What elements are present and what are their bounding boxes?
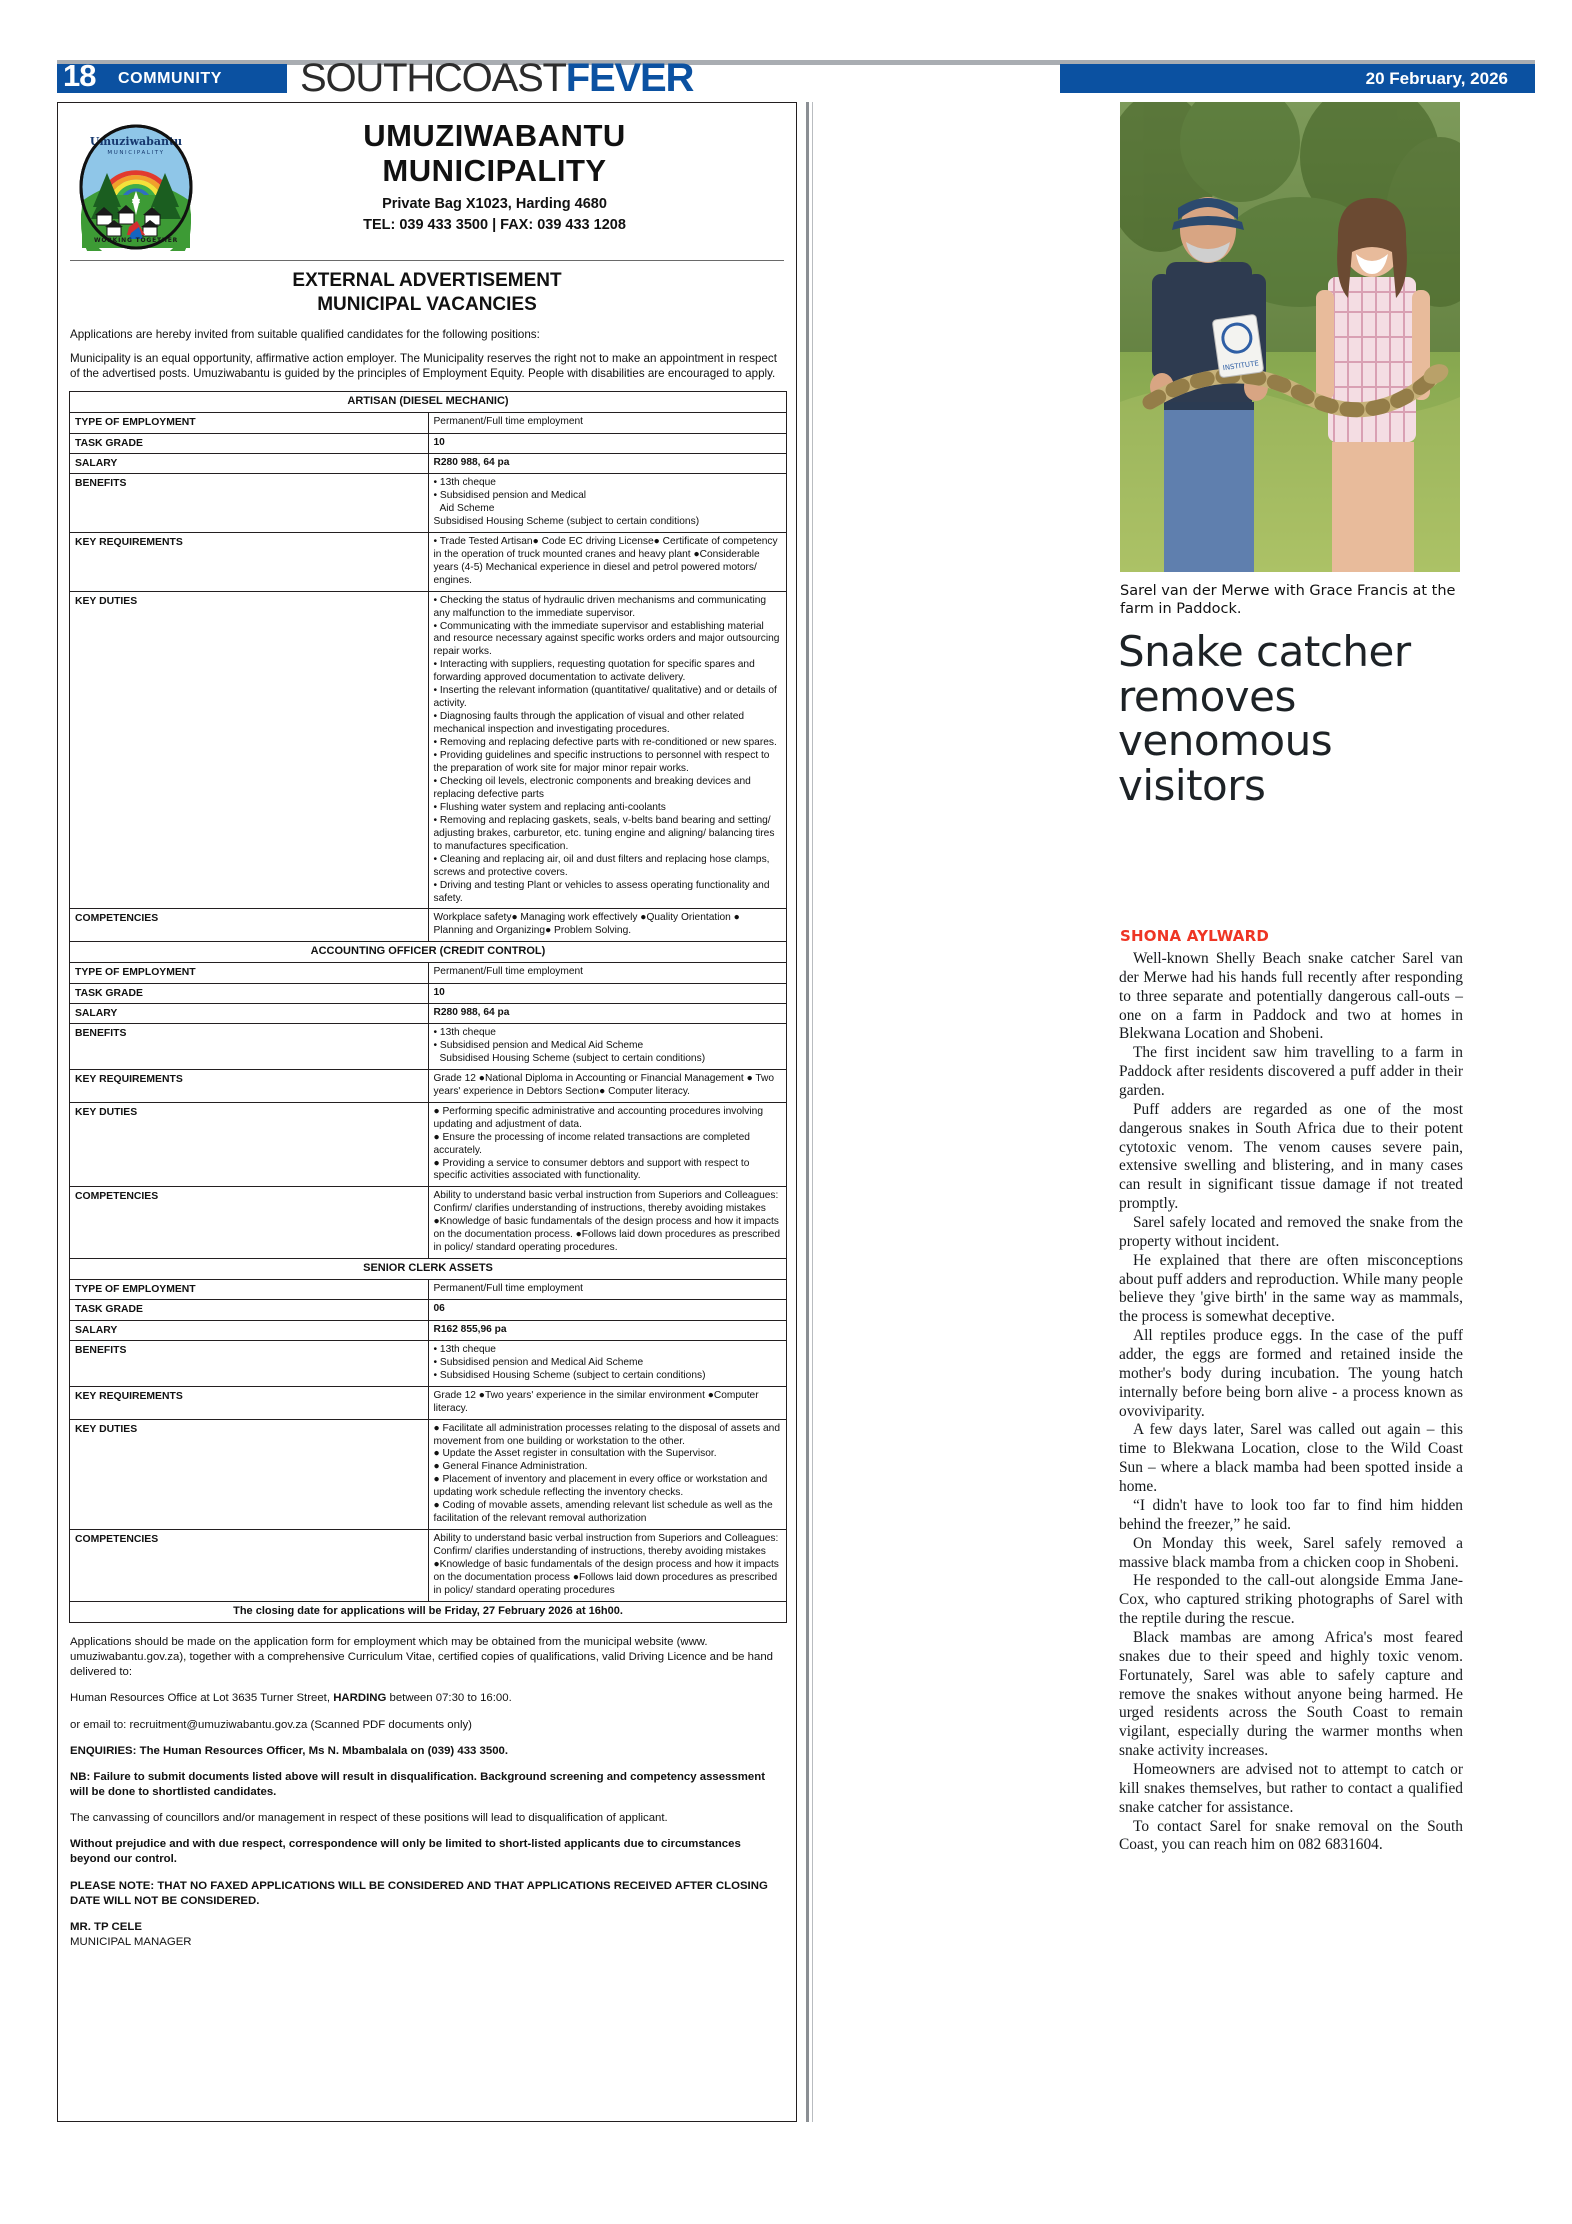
table-row bbox=[70, 532, 787, 591]
masthead bbox=[0, 0, 1572, 100]
advert-title-block bbox=[203, 117, 786, 236]
row-value: R162 855,96 pa bbox=[428, 1320, 787, 1340]
crest-name-top: Umuziwabantu bbox=[89, 135, 182, 148]
row-label: TASK GRADE bbox=[70, 983, 429, 1003]
row-value: Grade 12 ●National Diploma in Accounting or Financial Management ● Two years' experience in Debtors Section● Computer literacy. bbox=[428, 1069, 787, 1102]
row-value: • Checking the status of hydraulic driven mechanisms and communicating any malfunction to the immediate supervisor. • Communicating with the immediate supervisor and establishing material and resource necessary against specific works orders and major outsourcing repair works. • Interacting with suppliers, requesting quotation for specific spares and forwarding approved documentation to activate delivery. • Inserting the relevant information (quantitative/ qualitative) and or details of activity. • Diagnosing faults through the application of visual and other related mechanical inspection and investigating procedures. • Removing and replacing defective parts with re-conditioned or new spares. • Providing guidelines and specific instructions to personnel with respect to the preparation of work site for major minor repair works. • Checking oil levels, electronic components and breaking devices and replacing defective parts • Flushing water system and replacing anti-coolants • Removing and replacing gaskets, seals, v-belts band bearing and setting/ adjusting brakes, carburetor, etc. tuning engine and aligning/ balancing tires to manufactures specification. • Cleaning and replacing air, oil and dust filters and replacing hose clamps, screws and protective covers. • Driving and testing Plant or vehicles to assess operating functionality and safety. bbox=[428, 591, 787, 909]
header-divider bbox=[70, 260, 784, 261]
vacancies-table bbox=[69, 391, 787, 1623]
advert-intro-1: Applications are hereby invited from suitable qualified candidates for the following positions: bbox=[70, 327, 540, 341]
row-value: R280 988, 64 pa bbox=[428, 1003, 787, 1023]
advert-subhead-line1: EXTERNAL ADVERTISEMENT bbox=[292, 270, 562, 291]
article-paragraph: All reptiles produce eggs. In the case of the puff adder, the eggs are formed and retained inside the mother's body during incubation. The young hatch internally before being born alive - a process known as ovoviviparity. bbox=[1119, 1327, 1463, 1420]
article-paragraph: A few days later, Sarel was called out again – this time to Blekwana Location, close to the Wild Coast Sun – where a black mamba had been spotted inside a home. bbox=[1119, 1421, 1463, 1496]
table-section-header bbox=[70, 392, 787, 413]
article-body bbox=[1119, 950, 1463, 1855]
advert-intro-2: Municipality is an equal opportunity, affirmative action employer. The Municipality reserves the right not to make an appointment in respect of the advertised posts. Umuziwabantu is guided by the principles of Employment Equity. People with disabilities are encouraged to apply. bbox=[70, 351, 777, 381]
row-value: Ability to understand basic verbal instruction from Superiors and Colleagues: Confirm/ clarifies understanding of instructions, thereby avoiding mistakes ●Knowledge of basic fundamentals of the design process and how it impacts on the documentation process ●Follows laid down procedures as prescribed in policy/ standard operating procedures bbox=[428, 1530, 787, 1602]
article-paragraph: He responded to the call-out alongside Emma Jane-Cox, who captured striking photographs of Sarel with the reptile during the rescue. bbox=[1119, 1572, 1463, 1628]
row-value: • 13th cheque • Subsidised pension and Medical Aid Scheme Subsidised Housing Scheme (subject to certain conditions) bbox=[428, 1023, 787, 1069]
closing-date-row bbox=[70, 1601, 787, 1622]
article-paragraph: Black mambas are among Africa's most feared snakes due to their speed and highly toxic venom. Fortunately, Sarel was able to safely capture and remove the snakes without anyone being harmed. He urged residents across the South Coast to remain vigilant, especially during the warmer months when snake activity increases. bbox=[1119, 1628, 1463, 1760]
table-row bbox=[70, 473, 787, 532]
row-value: 06 bbox=[428, 1300, 787, 1320]
crest-icon bbox=[77, 123, 195, 251]
article-paragraph: Sarel safely located and removed the snake from the property without incident. bbox=[1119, 1214, 1463, 1250]
article-paragraph: To contact Sarel for snake removal on the South Coast, you can reach him on 082 6831604. bbox=[1119, 1817, 1463, 1854]
row-label: BENEFITS bbox=[70, 1340, 429, 1386]
table-row bbox=[70, 433, 787, 453]
row-label: COMPETENCIES bbox=[70, 1530, 429, 1602]
article-paragraph: Puff adders are regarded as one of the most dangerous snakes in South Africa due to their potent cytotoxic venom. The venom causes severe pain, extensive swelling and blistering, and in many cases can result in significant tissue damage if not treated promptly. bbox=[1119, 1100, 1463, 1213]
advert-footer bbox=[70, 1635, 784, 1950]
table-row bbox=[70, 1340, 787, 1386]
row-label: TASK GRADE bbox=[70, 433, 429, 453]
footer-delivery-post: between 07:30 to 16:00. bbox=[386, 1692, 512, 1705]
article-photo bbox=[1120, 102, 1460, 572]
row-label: BENEFITS bbox=[70, 473, 429, 532]
row-value: Workplace safety● Managing work effectively ●Quality Orientation ● Planning and Organizing● Problem Solving. bbox=[428, 909, 787, 942]
municipality-crest bbox=[68, 117, 203, 251]
row-label: TASK GRADE bbox=[70, 1300, 429, 1320]
row-value: 10 bbox=[428, 433, 787, 453]
row-value: Permanent/Full time employment bbox=[428, 413, 787, 433]
footer-email-line: or email to: recruitment@umuziwabantu.gov.za (Scanned PDF documents only) bbox=[70, 1718, 472, 1731]
closing-date: The closing date for applications will be Friday, 27 February 2026 at 16h00. bbox=[70, 1601, 787, 1622]
table-row bbox=[70, 1187, 787, 1259]
row-label: KEY DUTIES bbox=[70, 1102, 429, 1187]
footer-signatory-name: MR. TP CELE bbox=[70, 1920, 142, 1933]
row-label: SALARY bbox=[70, 1003, 429, 1023]
row-label: KEY DUTIES bbox=[70, 1419, 429, 1530]
row-value: • 13th cheque • Subsidised pension and Medical Aid Scheme Subsidised Housing Scheme (subject to certain conditions) bbox=[428, 473, 787, 532]
article-byline: SHONA AYLWARD bbox=[1120, 927, 1270, 945]
article-paragraph: Homeowners are advised not to attempt to catch or kill snakes themselves, but rather to contact a qualified snake catcher for assistance. bbox=[1119, 1760, 1463, 1816]
row-label: KEY REQUIREMENTS bbox=[70, 1069, 429, 1102]
footer-please-note: PLEASE NOTE: THAT NO FAXED APPLICATIONS WILL BE CONSIDERED AND THAT APPLICATIONS RECEIVED AFTER CLOSING DATE WILL NOT BE CONSIDERED. bbox=[70, 1879, 768, 1907]
table-row bbox=[70, 453, 787, 473]
table-row bbox=[70, 983, 787, 1003]
article-headline: Snake catcher removes venomous visitors bbox=[1118, 627, 1411, 810]
row-label: TYPE OF EMPLOYMENT bbox=[70, 413, 429, 433]
photo-caption: Sarel van der Merwe with Grace Francis at the farm in Paddock. bbox=[1120, 583, 1456, 617]
row-label: BENEFITS bbox=[70, 1023, 429, 1069]
table-row bbox=[70, 1280, 787, 1300]
table-row bbox=[70, 909, 787, 942]
row-label: SALARY bbox=[70, 1320, 429, 1340]
table-row bbox=[70, 1419, 787, 1530]
table-row bbox=[70, 591, 787, 909]
row-label: COMPETENCIES bbox=[70, 1187, 429, 1259]
article-paragraph: Well-known Shelly Beach snake catcher Sarel van der Merwe had his hands full recently after responding to three separate and potentially dangerous call-outs – one on a farm in Paddock and two at homes in Blekwana Location and Shobeni. bbox=[1119, 950, 1463, 1043]
footer-delivery-town: HARDING bbox=[333, 1692, 387, 1705]
row-value: ● Facilitate all administration processes relating to the disposal of assets and movement from one building or workstation to the other. ● Update the Asset register in consultation with the Supervisor. ● General Finance Administration. ● Placement of inventory and placement in every office or workstation and updating work schedule reflecting the inventory checks. ● Coding of movable assets, amending relevant list schedule as well as the facilitation of the relevant removal authorization bbox=[428, 1419, 787, 1530]
row-value: Permanent/Full time employment bbox=[428, 963, 787, 983]
article-paragraph: The first incident saw him travelling to a farm in Paddock after residents discovered a puff adder in their garden. bbox=[1119, 1044, 1463, 1100]
row-label: KEY DUTIES bbox=[70, 591, 429, 909]
table-row bbox=[70, 413, 787, 433]
row-value: R280 988, 64 pa bbox=[428, 453, 787, 473]
footer-signatory-title: MUNICIPAL MANAGER bbox=[70, 1936, 192, 1949]
footer-enquiries: ENQUIRIES: The Human Resources Officer, Ms N. Mbambalala on (039) 433 3500. bbox=[70, 1744, 509, 1757]
table-row bbox=[70, 963, 787, 983]
footer-correspondence-note: Without prejudice and with due respect, correspondence will only be limited to short-listed applicants due to circumstances beyond our control. bbox=[70, 1838, 741, 1866]
footer-delivery-pre: Human Resources Office at Lot 3635 Turner Street, bbox=[70, 1692, 334, 1705]
advert-header bbox=[68, 111, 786, 251]
municipality-contact-line: TEL: 039 433 3500 | FAX: 039 433 1208 bbox=[363, 217, 626, 233]
row-value: Ability to understand basic verbal instruction from Superiors and Colleagues: Confirm/ clarifies understanding of instructions, thereby avoiding mistakes ●Knowledge of basic fundamentals of the design process and how it impacts on the documentation process. ●Follows laid down procedures as prescribed in policy/ standard operating procedures. bbox=[428, 1187, 787, 1259]
logo-fever: FEVER bbox=[565, 56, 694, 100]
table-row bbox=[70, 1023, 787, 1069]
article-paragraph: “I didn't have to look too far to find him hidden behind the freezer,” he said. bbox=[1119, 1496, 1463, 1533]
footer-canvassing-note: The canvassing of councillors and/or management in respect of these positions will lead to disqualification of applicant. bbox=[70, 1812, 668, 1825]
row-value: Grade 12 ●Two years' experience in the similar environment ●Computer literacy. bbox=[428, 1386, 787, 1419]
section-title: SENIOR CLERK ASSETS bbox=[70, 1259, 787, 1280]
article-paragraph: He explained that there are often misconceptions about puff adders and reproduction. While many people believe they 'give birth' in the same way as mammals, the process is somewhat deceptive. bbox=[1119, 1251, 1463, 1326]
table-section-header bbox=[70, 1259, 787, 1280]
row-value: Permanent/Full time employment bbox=[428, 1280, 787, 1300]
row-label: TYPE OF EMPLOYMENT bbox=[70, 1280, 429, 1300]
row-value: • Trade Tested Artisan● Code EC driving License● Certificate of competency in the operation of truck mounted cranes and heavy plant ●Considerable years (4-5) Mechanical experience in diesel and petrol powered motors/ engines. bbox=[428, 532, 787, 591]
municipal-vacancy-advert bbox=[57, 102, 797, 2122]
footer-delivery-address bbox=[70, 1691, 784, 1706]
column-rule bbox=[806, 102, 809, 2122]
section-label: COMMUNITY bbox=[118, 70, 223, 87]
table-row bbox=[70, 1320, 787, 1340]
row-label: SALARY bbox=[70, 453, 429, 473]
crest-motto: WORKING TOGETHER bbox=[93, 237, 178, 244]
publication-logo bbox=[300, 56, 693, 101]
issue-date: 20 February, 2026 bbox=[1365, 69, 1508, 88]
row-label: KEY REQUIREMENTS bbox=[70, 1386, 429, 1419]
row-value: • 13th cheque • Subsidised pension and Medical Aid Scheme • Subsidised Housing Scheme (subject to certain conditions) bbox=[428, 1340, 787, 1386]
table-section-header bbox=[70, 942, 787, 963]
photo-badge bbox=[1212, 314, 1264, 378]
section-title: ARTISAN (DIESEL MECHANIC) bbox=[70, 392, 787, 413]
table-row bbox=[70, 1530, 787, 1602]
footer-apply-instructions: Applications should be made on the application form for employment which may be obtained from the municipal website (www. umuziwabantu.gov.za), together with a comprehensive Curriculum Vitae, certified copies of qualifications, valid Driving Licence and be hand delivered to: bbox=[70, 1635, 774, 1679]
table-row bbox=[70, 1386, 787, 1419]
municipality-title-line2: MUNICIPALITY bbox=[382, 152, 607, 188]
row-label: KEY REQUIREMENTS bbox=[70, 532, 429, 591]
footer-nb-note: NB: Failure to submit documents listed above will result in disqualification. Background screening and competency assessment will be done to shortlisted candidates. bbox=[70, 1770, 765, 1798]
article-paragraph: On Monday this week, Sarel safely removed a massive black mamba from a chicken coop in Shobeni. bbox=[1119, 1534, 1463, 1571]
crest-name-sub: MUNICIPALITY bbox=[106, 150, 165, 156]
row-label: COMPETENCIES bbox=[70, 909, 429, 942]
column-rule-thin bbox=[812, 102, 813, 2122]
table-row bbox=[70, 1069, 787, 1102]
svg-text:INSTITUTE: INSTITUTE bbox=[1222, 359, 1260, 373]
row-value: 10 bbox=[428, 983, 787, 1003]
page-number: 18 bbox=[63, 58, 96, 93]
table-row bbox=[70, 1300, 787, 1320]
advert-subhead-line2: MUNICIPAL VACANCIES bbox=[317, 293, 537, 315]
municipality-address-line1: Private Bag X1023, Harding 4680 bbox=[382, 196, 607, 213]
section-title: ACCOUNTING OFFICER (CREDIT CONTROL) bbox=[70, 942, 787, 963]
municipality-title-line1: UMUZIWABANTU bbox=[363, 118, 626, 153]
photo-illustration bbox=[1120, 102, 1460, 572]
logo-southcoast: SOUTHCOAST bbox=[300, 56, 566, 100]
table-row bbox=[70, 1003, 787, 1023]
row-label: TYPE OF EMPLOYMENT bbox=[70, 963, 429, 983]
row-value: ● Performing specific administrative and accounting procedures involving updating and adjustment of data. ● Ensure the processing of income related transactions are completed accurately. ● Providing a service to consumer debtors and support with respect to specific activities associated with functionality. bbox=[428, 1102, 787, 1187]
table-row bbox=[70, 1102, 787, 1187]
